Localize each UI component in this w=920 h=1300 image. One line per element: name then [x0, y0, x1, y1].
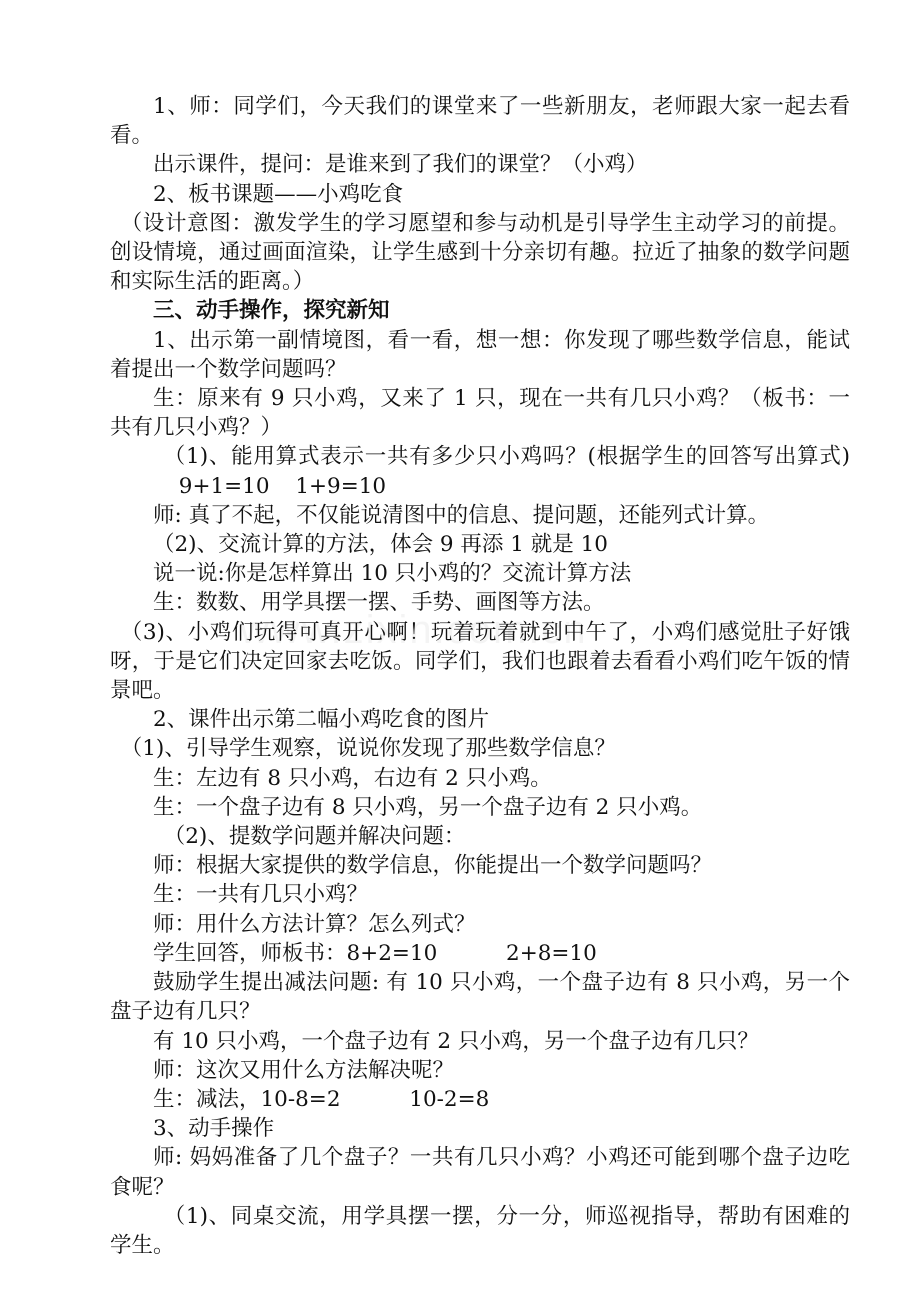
paragraph: （3)、小鸡们玩得可真开心啊！玩着玩着就到中午了，小鸡们感觉肚子好饿呀，于是它们决定回家去吃饭。同学们，我们也跟着去看看小鸡们吃午饭的情景吧。: [110, 619, 850, 704]
paragraph: 生：一个盘子边有 8 只小鸡，另一个盘子边有 2 只小鸡。: [153, 794, 703, 820]
paragraph: [110, 1085, 850, 1114]
paragraph: 有 10 只小鸡，一个盘子边有 2 只小鸡，另一个盘子边有几只？: [153, 1028, 759, 1054]
paragraph: 生：一共有几只小鸡？: [153, 882, 369, 908]
lesson-plan-body: [110, 92, 850, 1260]
paragraph: （2)、交流计算的方法，体会 9 再添 1 就是 10: [153, 532, 608, 558]
paragraph: （2)、提数学问题并解决问题：: [163, 824, 466, 850]
paragraph: 说一说:你是怎样算出 10 只小鸡的？交流计算方法: [153, 561, 632, 587]
equation: 10-2=8: [409, 1086, 490, 1112]
equation: 1+9=10: [295, 473, 387, 499]
paragraph: （1)、同桌交流，用学具摆一摆，分一分，师巡视指导，帮助有困难的学生。: [110, 1203, 850, 1258]
paragraph: （设计意图：激发学生的学习愿望和参与动机是引导学生主动学习的前提。创设情境，通过画面渲染，让学生感到十分亲切有趣。拉近了抽象的数学问题和实际生活的距离。）: [110, 210, 850, 295]
paragraph: 师：根据大家提供的数学信息，你能提出一个数学问题吗？: [153, 853, 713, 879]
equation: 2+8=10: [506, 940, 597, 966]
paragraph: 师：这次又用什么方法解决呢？: [153, 1057, 455, 1083]
paragraph: 生：原来有 9 只小鸡，又来了 1 只，现在一共有几只小鸡？（板书：一共有几只小鸡？）: [110, 386, 850, 441]
paragraph: 师: 妈妈准备了几个盘子？一共有几只小鸡？小鸡还可能到哪个盘子边吃食呢？: [110, 1145, 850, 1200]
paragraph-text: 生：减法，10-8=2: [153, 1086, 341, 1112]
paragraph: 3、动手操作: [153, 1116, 275, 1142]
paragraph: 师：用什么方法计算？怎么列式？: [153, 911, 476, 937]
paragraph: 1、出示第一副情境图，看一看，想一想：你发现了哪些数学信息，能试着提出一个数学问题吗？: [110, 327, 850, 382]
paragraph-text: （1)、能用算式表示一共有多少只小鸡吗？(根据学生的回答写出算式): [163, 444, 850, 470]
paragraph: [110, 939, 850, 968]
equation: 9+1=10: [178, 473, 270, 499]
paragraph: 生：数数、用学具摆一摆、手势、画图等方法。: [153, 590, 605, 616]
paragraph: 2、课件出示第二幅小鸡吃食的图片: [153, 707, 490, 733]
section-heading: 三、动手操作，探究新知: [153, 298, 390, 324]
paragraph: 1、师：同学们，今天我们的课堂来了一些新朋友，老师跟大家一起去看看。: [110, 94, 850, 149]
paragraph: 鼓励学生提出减法问题: 有 10 只小鸡，一个盘子边有 8 只小鸡，另一个盘子边有几只？: [110, 970, 850, 1025]
paragraph: 生：左边有 8 只小鸡，右边有 2 只小鸡。: [153, 765, 552, 791]
paragraph: [110, 442, 850, 500]
paragraph: （1)、引导学生观察，说说你发现了那些数学信息？: [120, 736, 616, 762]
paragraph: 师: 真了不起，不仅能说清图中的信息、提问题，还能列式计算。: [153, 502, 770, 528]
paragraph: 出示课件，提问：是谁来到了我们的课堂？（小鸡）: [153, 152, 648, 178]
paragraph-text: 学生回答，师板书：8+2=10: [153, 940, 438, 966]
paragraph: 2、板书课题——小鸡吃食: [153, 181, 404, 207]
